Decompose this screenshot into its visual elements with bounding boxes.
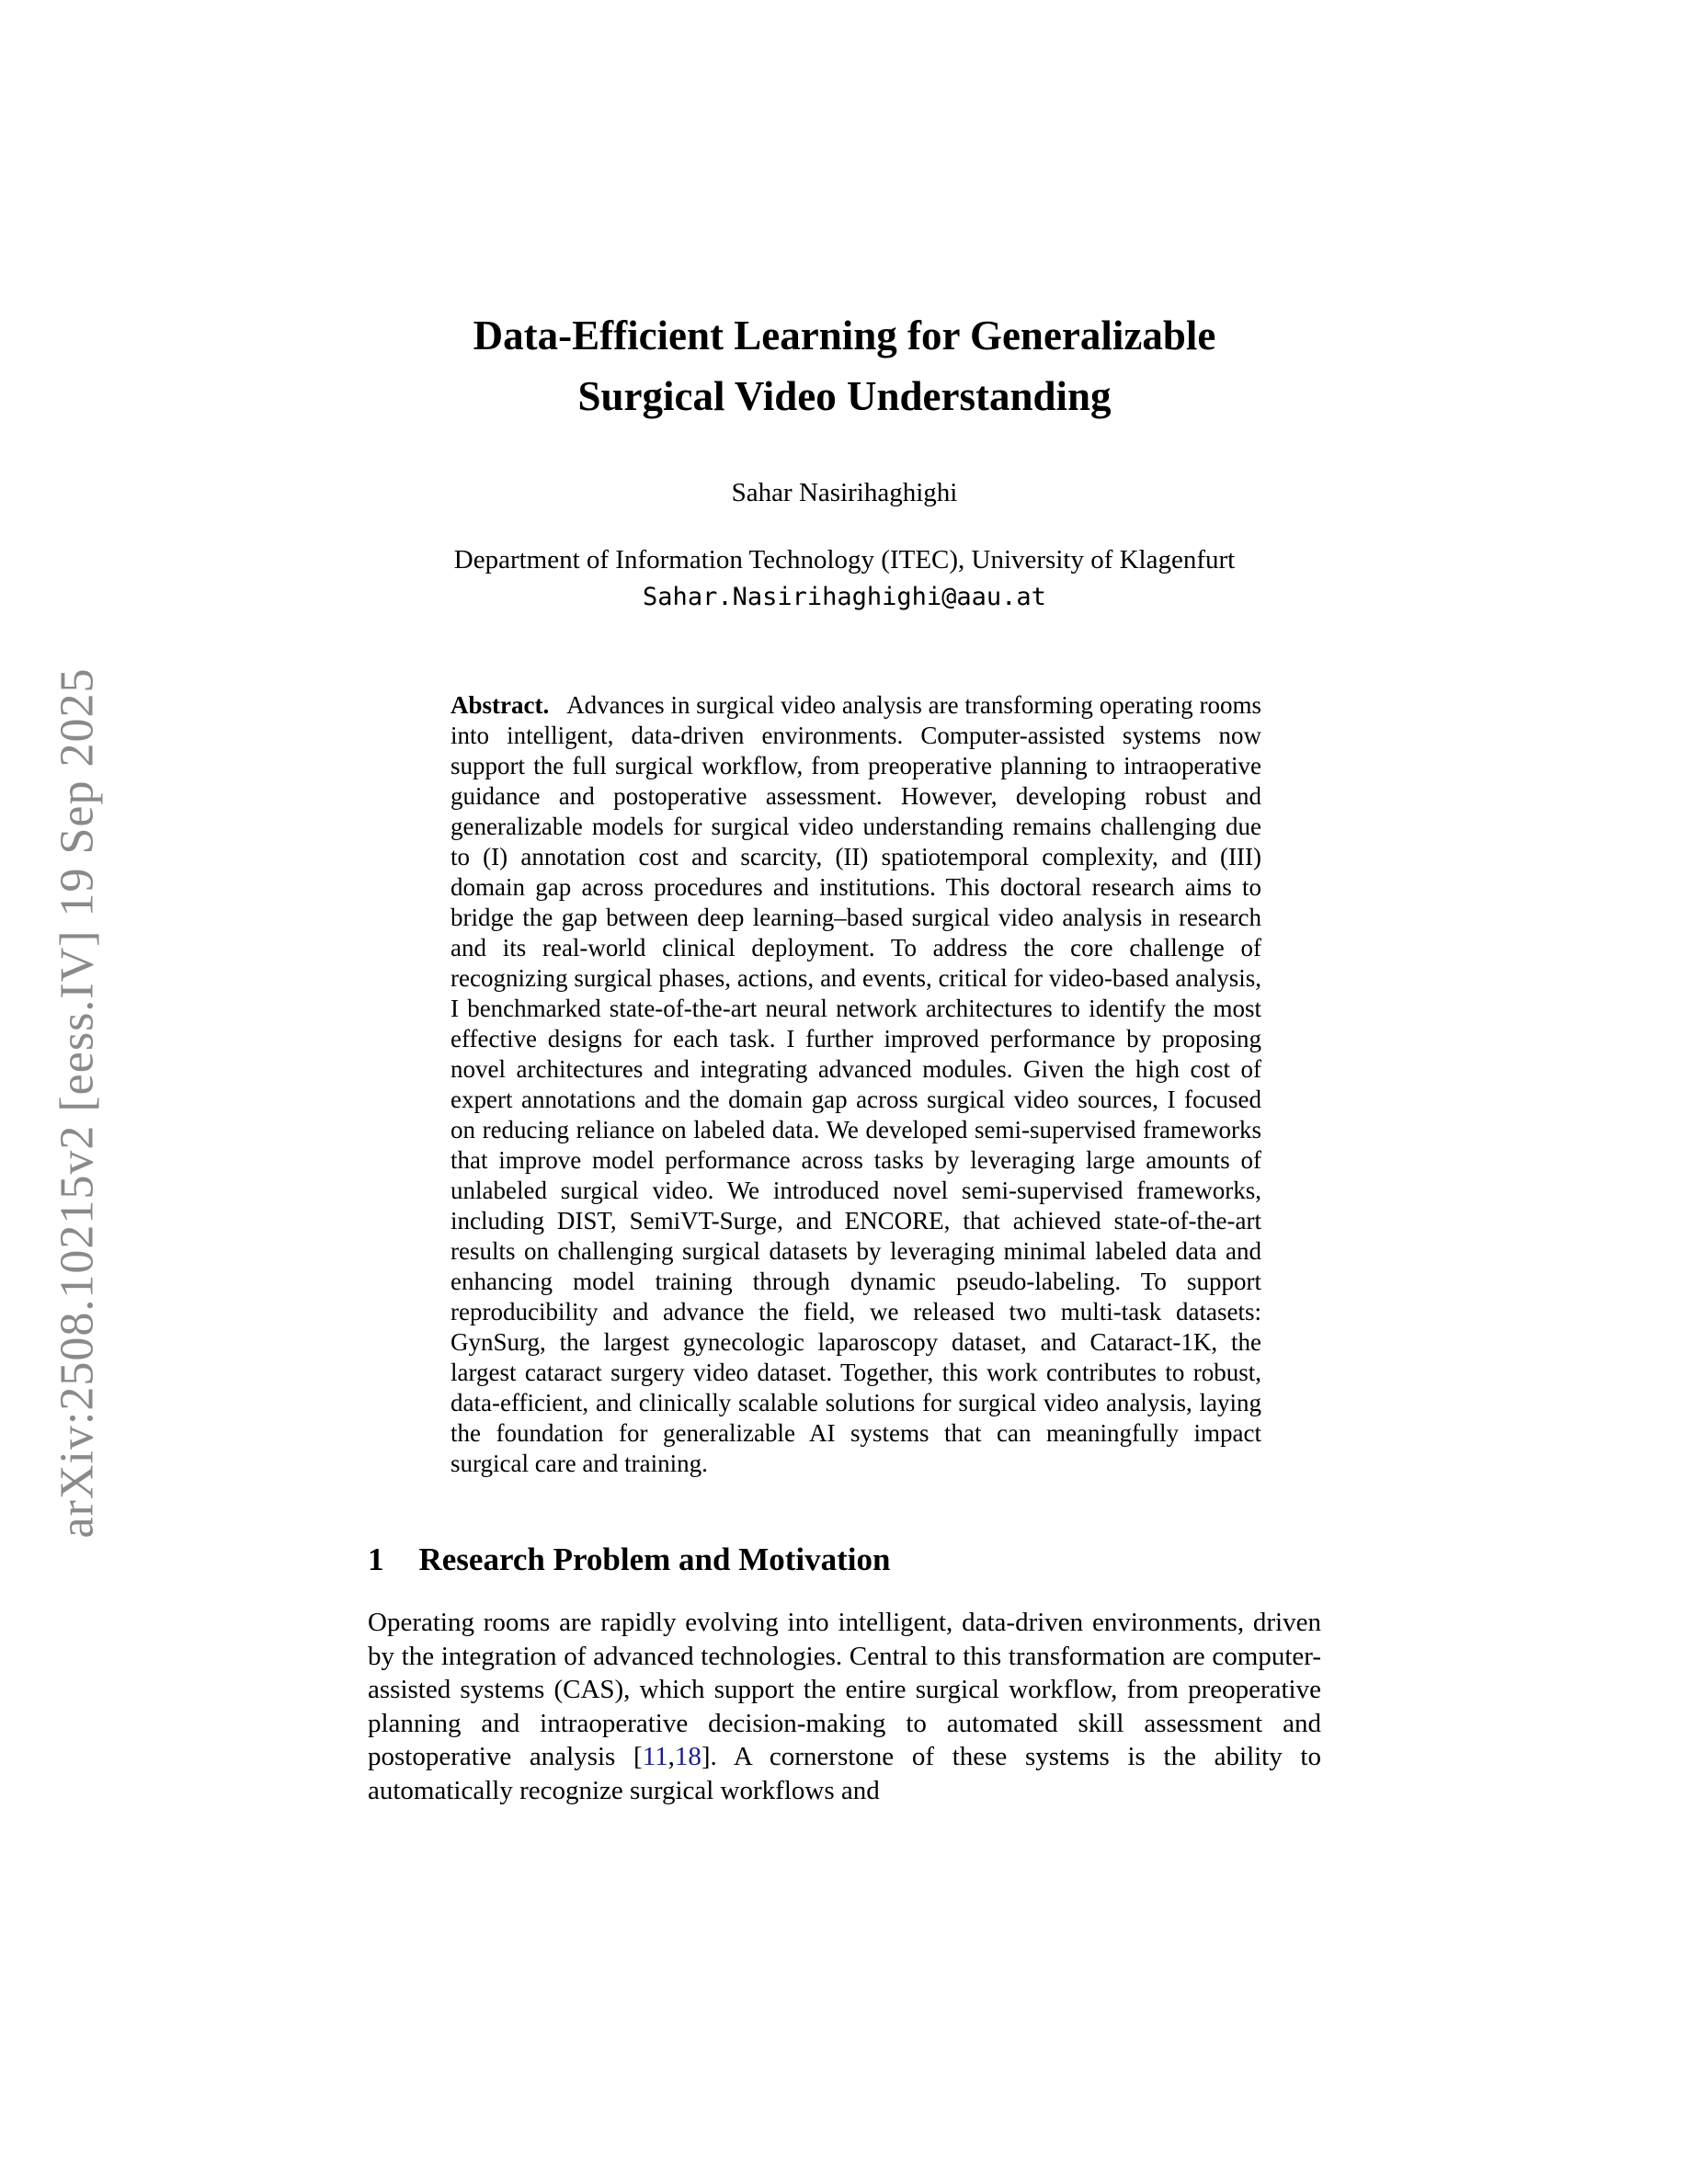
section-1-heading xyxy=(368,1538,1321,1582)
author-affiliation: Department of Information Technology (ITEC), University of Klagenfurt xyxy=(453,545,1236,574)
author-name: Sahar Nasirihaghighi xyxy=(731,478,958,507)
paper-title-line1: Data-Efficient Learning for Generalizable xyxy=(473,313,1216,358)
section-1-title: Research Problem and Motivation xyxy=(418,1541,891,1577)
section-1-number: 1 xyxy=(368,1541,384,1577)
paragraph-text-post-citation: ]. A cornerstone of these systems is the ability to automatically recognize surgical workflows and xyxy=(368,1742,1321,1805)
abstract-block xyxy=(451,690,1261,1479)
author-email: Sahar.Nasirihaghighi@aau.at xyxy=(643,583,1046,611)
arxiv-watermark: arXiv:2508.10215v2 [eess.IV] 19 Sep 2025 xyxy=(51,667,104,1539)
abstract-label: Abstract. xyxy=(451,691,550,719)
citation-link-18[interactable]: 18 xyxy=(674,1742,701,1771)
section-1-paragraph xyxy=(368,1606,1321,1807)
citation-link-11[interactable]: 11 xyxy=(642,1742,668,1771)
paper-title-line2: Surgical Video Understanding xyxy=(577,373,1112,419)
abstract-text: Advances in surgical video analysis are transforming operating rooms into intelligent, data-driven environments. Computer-assisted systems now support the full surgical workflow, from preoperative planning to intraoperative guidance and postoperative assessment. However, developing robust and generalizable models for surgical video understanding remains challenging due to (I) annotation cost and scarcity, (II) spatiotemporal complexity, and (III) domain gap across procedures and institutions. This doctoral research aims to bridge the gap between deep learning–based surgical video analysis in research and its real-world clinical deployment. To address the core challenge of recognizing surgical phases, actions, and events, critical for video-based analysis, I benchmarked state-of-the-art neural network architectures to identify the most effective designs for each task. I further improved performance by proposing novel architectures and integrating advanced modules. Given the high cost of expert annotations and the domain gap across surgical video sources, I focused on reducing reliance on labeled data. We developed semi-supervised frameworks that improve model performance across tasks by leveraging large amounts of unlabeled surgical video. We introduced novel semi-supervised frameworks, including DIST, SemiVT-Surge, and ENCORE, that achieved state-of-the-art results on challenging surgical datasets by leveraging minimal labeled data and enhancing model training through dynamic pseudo-labeling. To support reproducibility and advance the field, we released two multi-task datasets: GynSurg, the largest gynecologic laparoscopy dataset, and Cataract-1K, the largest cataract surgery video dataset. Together, this work contributes to robust, data-efficient, and clinically scalable solutions for surgical video analysis, laying the foundation for generalizable AI systems that can meaningfully impact surgical care and training. xyxy=(451,691,1261,1477)
citation-separator: , xyxy=(667,1742,675,1771)
paper-title xyxy=(368,0,1321,427)
paper-content-column xyxy=(368,0,1321,1807)
abstract-spacer xyxy=(555,691,562,719)
paragraph-text-pre-citation: Operating rooms are rapidly evolving into intelligent, data-driven environments, driven by the integration of advanced technologies. Central to this transformation are computer-assisted systems (CAS), which support the entire surgical workflow, from preoperative planning and intraoperative decision-making to automated skill assessment and postoperative analysis [ xyxy=(368,1608,1321,1771)
